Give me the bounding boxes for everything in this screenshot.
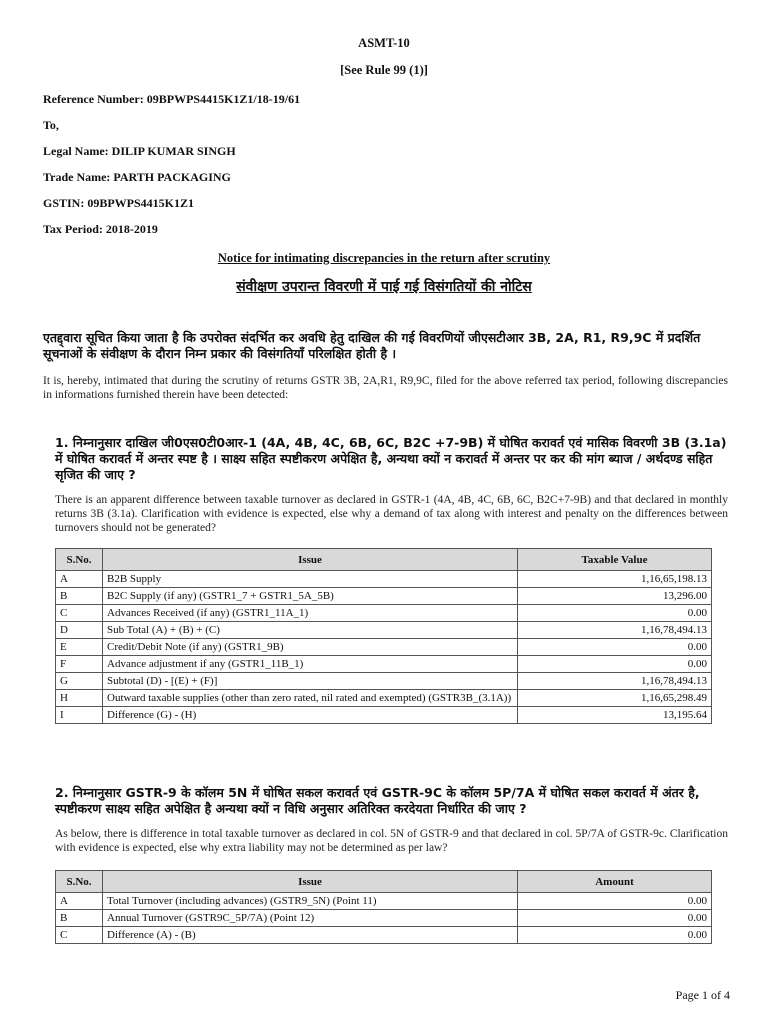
row-value: 13,296.00: [518, 588, 712, 605]
addressee-to: To,: [43, 118, 59, 132]
col-issue: Issue: [103, 549, 518, 571]
table-row: [56, 622, 712, 639]
section1-english: There is an apparent difference between taxable turnover as declared in GSTR-1 (4A, 4B, 4C, 6B, 6C, B2C+7-9B) and that declared in monthly returns 3B (3.1a). Clarification with evidence is expected, else why a demand of tax along with interest and penalty on the differences between turnovers should not be generated?: [55, 494, 728, 534]
table-row: [56, 707, 712, 724]
row-sno: D: [56, 622, 103, 639]
col-sno: S.No.: [56, 549, 103, 571]
row-sno: B: [56, 588, 103, 605]
row-value: 0.00: [518, 910, 712, 927]
col-amount: Amount: [518, 871, 712, 893]
row-value: 1,16,78,494.13: [518, 673, 712, 690]
table-row: [56, 690, 712, 707]
table-row: [56, 571, 712, 588]
rule-reference: [See Rule 99 (1)]: [340, 63, 428, 77]
row-issue: Difference (G) - (H): [103, 707, 518, 724]
row-sno: H: [56, 690, 103, 707]
table-row: [56, 927, 712, 944]
turnover-table: [55, 870, 712, 944]
col-taxable-value: Taxable Value: [518, 549, 712, 571]
notice-title-english: Notice for intimating discrepancies in the return after scrutiny: [217, 251, 551, 265]
table-row: [56, 605, 712, 622]
row-sno: I: [56, 707, 103, 724]
row-value: 0.00: [518, 639, 712, 656]
col-issue: Issue: [103, 871, 518, 893]
row-value: 1,16,65,198.13: [518, 571, 712, 588]
table-row: [56, 673, 712, 690]
page-number: Page 1 of 4: [675, 988, 730, 1002]
row-issue: Difference (A) - (B): [103, 927, 518, 944]
row-value: 13,195.64: [518, 707, 712, 724]
intro-hindi: एतद्द्वारा सूचित किया जाता है कि उपरोक्त संदर्भित कर अवधि हेतु दाखिल की गई विवरणियों जीएसटीआर 3B, 2A, R1, R9,9C में प्रदर्शित सूचनाओं के संवीक्षण के दौरान निम्न प्रकार की विसंगतियाँ परिलक्षित होती है ।: [43, 330, 701, 361]
gstin: GSTIN: 09BPWPS4415K1Z1: [43, 196, 195, 210]
row-issue: Outward taxable supplies (other than zero rated, nil rated and exempted) (GSTR3B_(3.1A)): [103, 690, 518, 707]
intro-english: It is, hereby, intimated that during the scrutiny of returns GSTR 3B, 2A,R1, R9,9C, filed for the above referred tax period, following discrepancies in informations furnished therein have been detected:: [43, 375, 728, 401]
section2-hindi: 2. निम्नानुसार GSTR-9 के कॉलम 5N में घोषित सकल करावर्त एवं GSTR-9C के कॉलम 5P/7A में घोषित सकल करावर्त में अंतर है, स्पष्टीकरण साक्ष्य सहित अपेक्षित है अन्यथा क्यों न विधि अनुसार अतिरिक्त करदेयता निर्धारित की जाए ?: [55, 785, 700, 816]
row-issue: Subtotal (D) - [(E) + (F)]: [103, 673, 518, 690]
row-issue: B2B Supply: [103, 571, 518, 588]
row-value: 1,16,65,298.49: [518, 690, 712, 707]
table-header-row: [56, 549, 712, 571]
table-row: [56, 910, 712, 927]
taxable-value-table: [55, 548, 712, 724]
row-sno: C: [56, 927, 103, 944]
row-value: 1,16,78,494.13: [518, 622, 712, 639]
row-value: 0.00: [518, 927, 712, 944]
legal-name: Legal Name: DILIP KUMAR SINGH: [43, 144, 236, 158]
row-sno: C: [56, 605, 103, 622]
row-sno: A: [56, 893, 103, 910]
row-issue: Advance adjustment if any (GSTR1_11B_1): [103, 656, 518, 673]
section2-english: As below, there is difference in total taxable turnover as declared in col. 5N of GSTR-9 and that declared in col. 5P/7A of GSTR-9c. Clarification with evidence is expected, else why extra liability may not be determined as per law?: [55, 828, 728, 854]
tax-period: Tax Period: 2018-2019: [43, 222, 158, 236]
table-header-row: [56, 871, 712, 893]
table-row: [56, 588, 712, 605]
table-row: [56, 656, 712, 673]
section1-hindi: 1. निम्नानुसार दाखिल जी0एस0टी0आर-1 (4A, 4B, 4C, 6B, 6C, B2C +7-9B) में घोषित करावर्त एवं मासिक विवरणी 3B (3.1a) में घोषित करावर्त में अन्तर स्पष्ट है । साक्ष्य सहित स्पष्टीकरण अपेक्षित है, अन्यथा क्यों न करावर्त में अन्तर पर कर की मांग ब्याज / अर्थदण्ड सहित सृजित की जाए ?: [55, 435, 727, 482]
row-sno: F: [56, 656, 103, 673]
row-issue: B2C Supply (if any) (GSTR1_7 + GSTR1_5A_5B): [103, 588, 518, 605]
reference-number: Reference Number: 09BPWPS4415K1Z1/18-19/61: [43, 92, 301, 106]
notice-title-hindi: संवीक्षण उपरान्त विवरणी में पाई गई विसंगतियों की नोटिस: [236, 279, 532, 295]
row-issue: Sub Total (A) + (B) + (C): [103, 622, 518, 639]
row-issue: Credit/Debit Note (if any) (GSTR1_9B): [103, 639, 518, 656]
row-value: 0.00: [518, 605, 712, 622]
row-sno: E: [56, 639, 103, 656]
row-value: 0.00: [518, 656, 712, 673]
table-row: [56, 893, 712, 910]
table-row: [56, 639, 712, 656]
row-sno: A: [56, 571, 103, 588]
row-sno: G: [56, 673, 103, 690]
row-issue: Annual Turnover (GSTR9C_5P/7A) (Point 12): [103, 910, 518, 927]
row-value: 0.00: [518, 893, 712, 910]
row-issue: Total Turnover (including advances) (GSTR9_5N) (Point 11): [103, 893, 518, 910]
col-sno: S.No.: [56, 871, 103, 893]
trade-name: Trade Name: PARTH PACKAGING: [43, 170, 231, 184]
row-issue: Advances Received (if any) (GSTR1_11A_1): [103, 605, 518, 622]
row-sno: B: [56, 910, 103, 927]
form-title: ASMT-10: [358, 36, 410, 50]
